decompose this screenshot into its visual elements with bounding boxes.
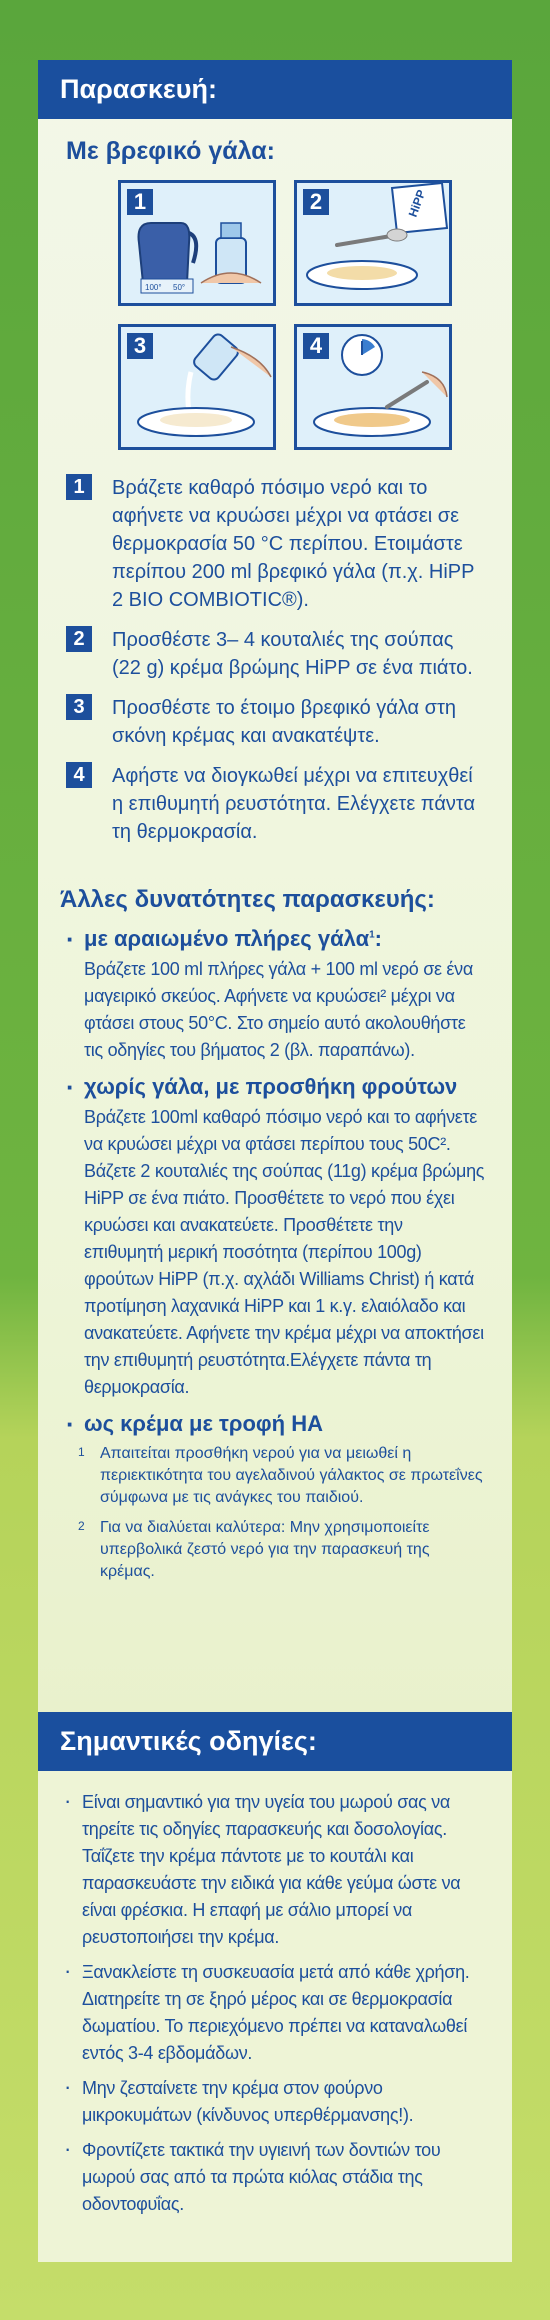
step-4-illustration: 4 (294, 324, 452, 450)
preparation-header: Παρασκευή: (38, 60, 512, 119)
footnote-2: 2 Για να διαλύεται καλύτερα: Μην χρησιμοποιείτε υπερβολικά ζεστό νερό για την παρασκευή της κρέμας. (78, 1519, 430, 1580)
step-1: 1 Βράζετε καθαρό πόσιμο νερό και το αφήνετε να κρυώσει μέχρι να φτάσει σε θερμοκρασία 50 °C περίπου. Ετοιμάστε περίπου 200 ml βρεφικό γάλα (π.χ. HiPP 2 BIO COMBIOTIC®). (66, 474, 486, 614)
hipp-box-label: HiPP (405, 187, 429, 219)
important-item-2: · Ξανακλείστε τη συσκευασία μετά από κάθε χρήση. Διατηρείτε τη σε ξηρό μέρος και σε θερμοκρασία δωματίου. Το περιεχόμενο πρέπει να καταναλωθεί εντός 3-4 εβδομάδων. (62, 1959, 488, 2067)
important-item-1: · Είναι σημαντικό για την υγεία του μωρού σας να τηρείτε τις οδηγίες παρασκευής και δοσολογίας. Ταΐζετε την κρέμα πάντοτε με το κουτάλι και παρασκευάστε την ειδικά για κάθε γεύμα ώστε να είναι φρέσκια. Η επαφή με σάλιο μπορεί να ρευστοποιήσει την κρέμα. (62, 1789, 488, 1951)
option-ha-title: · ως κρέμα με τροφή HA (64, 1411, 486, 1437)
preparation-illustrations (38, 166, 512, 466)
option-fruit-text: Βράζετε 100ml καθαρό πόσιμο νερό και το αφήνετε να κρυώσει μέχρι να φτάσει περίπου τους 50C². Βάζετε 2 κουταλιές της σούπας (11g) κρέμα βρώμης HiPP σε ένα πιάτο. Προσθέτετε το νερό που έχει κρυώσει και ανακατεύετε. Προσθέτετε την επιθυμητή μερική ποσότητα (περίπου 100g) φρούτων HiPP (π.χ. αχλάδι Williams Christ) ή κατά προτίμηση λαχανικά HiPP και 1 κ.γ. ελαιόλαδο και ανακατεύετε. Αφήνετε την κρέμα μέχρι να αποκτήσει την επιθυμητή ρευστότητα.Ελέγχετε πάντα τη θερμοκρασία. (84, 1107, 485, 1397)
step-2-text: Προσθέστε 3– 4 κουταλιές της σούπας (22 g) κρέμα βρώμης HiPP σε ένα πιάτο. (112, 629, 473, 679)
spoon-plate-icon (297, 183, 449, 303)
important-item-3: · Μην ζεσταίνετε την κρέμα στον φούρνο μικροκυμάτων (κίνδυνος υπερθέρμανσης!). (62, 2075, 488, 2129)
step-3: 3 Προσθέστε το έτοιμο βρεφικό γάλα στη σκόνη κρέμας και ανακατέψτε. (66, 694, 486, 750)
step-3-text: Προσθέστε το έτοιμο βρεφικό γάλα στη σκόνη κρέμας και ανακατέψτε. (112, 697, 457, 747)
step-2: 2 Προσθέστε 3– 4 κουταλιές της σούπας (22 g) κρέμα βρώμης HiPP σε ένα πιάτο. (66, 626, 486, 682)
preparation-panel (38, 60, 512, 1725)
pour-milk-icon (121, 327, 273, 447)
step-4: 4 Αφήστε να διογκωθεί μέχρι να επιτευχθεί η επιθυμητή ρευστότητα. Ελέγχετε πάντα τη θερμοκρασία. (66, 762, 486, 846)
important-panel (38, 1712, 512, 2262)
alternatives-heading: Άλλες δυνατότητες παρασκευής: (60, 886, 435, 913)
clock-plate-icon (297, 327, 449, 447)
step-3-illustration: 3 (118, 324, 276, 450)
important-item-4: · Φροντίζετε τακτικά την υγιεινή των δοντιών του μωρού σας από τα πρώτα κιόλας στάδια της οδοντοφυΐας. (62, 2137, 488, 2218)
baby-milk-subheading: Με βρεφικό γάλα: (66, 137, 275, 165)
step-1-text: Βράζετε καθαρό πόσιμο νερό και το αφήνετε να κρυώσει μέχρι να φτάσει σε θερμοκρασία 50 °C περίπου. Ετοιμάστε περίπου 200 ml βρεφικό γάλα (π.χ. HiPP 2 BIO COMBIOTIC®). (112, 477, 475, 611)
important-header: Σημαντικές οδηγίες: (38, 1712, 512, 1771)
step-4-text: Αφήστε να διογκωθεί μέχρι να επιτευχθεί η επιθυμητή ρευστότητα. Ελέγχετε πάντα τη θερμοκρασία. (112, 765, 476, 843)
temp-50-label: 50° (173, 283, 186, 292)
option-fruit-title: · χωρίς γάλα, με προσθήκη φρούτων (64, 1074, 486, 1100)
kettle-bottle-icon (121, 183, 273, 303)
option-diluted-milk-title: · με αραιωμένο πλήρες γάλα$^1$: (64, 926, 486, 952)
footnote-1: 1 Απαιτείται προσθήκη νερού για να μειωθεί η περιεκτικότητα του αγελαδινού γάλακτος σε πρωτεΐνες σύμφωνα με τις ανάγκες του παιδιού. (78, 1445, 483, 1506)
option-diluted-milk-text: Βράζετε 100 ml πλήρες γάλα + 100 ml νερό σε ένα μαγειρικό σκεύος. Αφήνετε να κρυώσει² μέχρι να φτάσει στους 50°C. Στο σημείο αυτό ακολουθήστε τις οδηγίες του βήματος 2 (βλ. παραπάνω). (84, 959, 473, 1060)
step-1-illustration: 1 100° 50° (118, 180, 276, 306)
step-2-illustration: 2 HiPP (294, 180, 452, 306)
temp-100-label: 100° (145, 283, 162, 292)
